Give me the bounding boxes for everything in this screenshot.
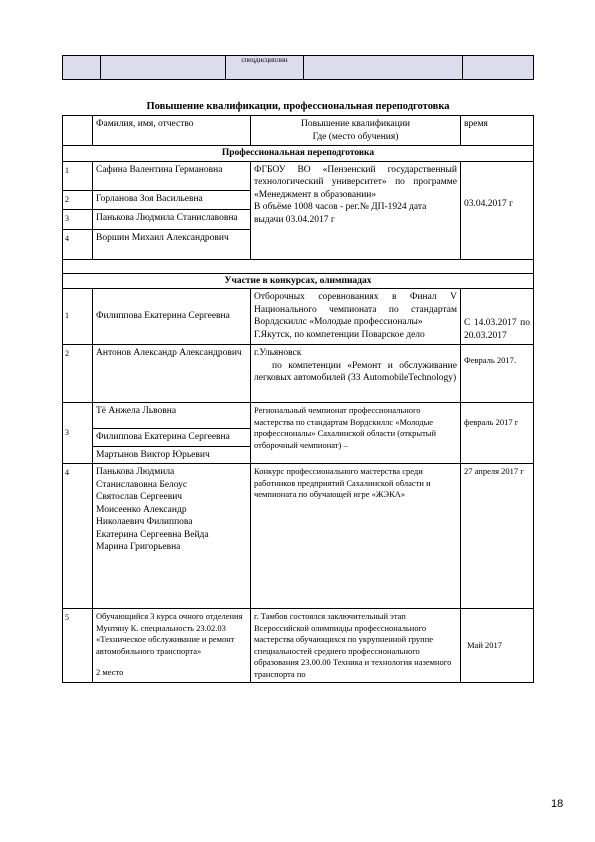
row-time: 03.04.2017 г	[461, 161, 534, 259]
fragment-cell	[463, 56, 534, 80]
page-number: 18	[551, 798, 564, 810]
row-name: Панькова Людмила Станиславовна	[93, 210, 251, 230]
fragment-cell	[304, 56, 463, 80]
row-place: Региональный чемпионат профессионального мастерства по стандартам Вордскиллс «Молодые профессионалы» Сахалинской области (открытый отборочный чемпионат) –	[251, 403, 461, 464]
row-time: февраль 2017 г	[461, 403, 534, 464]
fragment-cell	[101, 56, 226, 80]
section-title: Профессиональная переподготовка	[63, 146, 534, 162]
row-number: 1	[63, 161, 93, 190]
section-title: Участие в конкурсах, олимпиадах	[63, 273, 534, 289]
row-name: Мартынов Виктор Юрьевич	[93, 446, 251, 464]
row-place: г.Ульяновск по компетенции «Ремонт и обслуживание легковых автомобилей (33 AutomobileTechnology)	[251, 345, 461, 403]
row-name: Обучающийся 3 курса очного отделения Мунтяну К. специальность 23.02.03 «Техническое обслуживание и ремонт автомобильного транспорта» 2 место	[93, 609, 251, 683]
table-row	[63, 609, 534, 683]
table-header-row	[63, 116, 534, 146]
previous-table-fragment	[62, 55, 534, 80]
spacer-row	[63, 259, 534, 273]
header-time: время	[461, 116, 534, 146]
header-qualification: Повышение квалификации Где (место обучения)	[251, 116, 461, 146]
row-number: 1	[63, 289, 93, 345]
row-number: 5	[63, 609, 93, 683]
row-number: 3	[63, 403, 93, 464]
row-place: Конкурс профессионального мастерства среди работников предприятий Сахалинской области и чемпионата по обучающей игре «ЖЭКА»	[251, 464, 461, 609]
row-number: 3	[63, 210, 93, 230]
row-number: 4	[63, 229, 93, 259]
fragment-cell-text: спецдисциплин	[226, 56, 304, 80]
table-row	[63, 345, 534, 403]
section-heading: Повышение квалификации, профессиональная переподготовка	[146, 101, 450, 112]
qualification-table	[62, 115, 534, 683]
row-name: Тё Анжела Львовна	[93, 403, 251, 429]
row-place: ФГБОУ ВО «Пензенский государственный технологический университет» по программе «Менеджмент в образовании» В объёме 1008 часов - рег.№ ДП-1924 дата выдачи 03.04.2017 г	[251, 161, 461, 259]
row-name: Воршин Михаил Александрович	[93, 229, 251, 259]
section-title-row	[63, 273, 534, 289]
row-number: 4	[63, 464, 93, 609]
row-name: Панькова Людмила Станиславовна Белоус Святослав Сергеевич Моисеенко Александр Николаевич Филиппова Екатерина Сергеевна Вейда Марина Григорьевна	[93, 464, 251, 609]
row-name: Антонов Александр Александрович	[93, 345, 251, 403]
table-row	[63, 464, 534, 609]
header-name: Фамилия, имя, отчество	[93, 116, 251, 146]
row-name: Сафина Валентина Германовна	[93, 161, 251, 190]
row-time: Февраль 2017.	[461, 345, 534, 403]
row-number: 2	[63, 190, 93, 210]
row-number: 2	[63, 345, 93, 403]
row-place: г. Тамбов состоялся заключительный этап Всероссийской олимпиады профессионального мастерства обучающихся по укрупненной группе специальностей среднего профессионального образования 23.00.00 Техника и технология наземного транспорта по	[251, 609, 461, 683]
table-row	[63, 161, 534, 190]
row-name: Горланова Зоя Васильевна	[93, 190, 251, 210]
row-name: Филиппова Екатерина Сергеевна	[93, 429, 251, 447]
section-title-row	[63, 146, 534, 162]
row-time: С 14.03.2017 по 20.03.2017	[461, 289, 534, 345]
fragment-cell	[63, 56, 101, 80]
header-num	[63, 116, 93, 146]
row-time: 27 апреля 2017 г	[461, 464, 534, 609]
row-place: Отборочных соревнованиях в Финал V Национального чемпионата по стандартам Ворлдскиллс «Молодые профессионалы» Г.Якутск, по компетенции Поварское дело	[251, 289, 461, 345]
table-row	[63, 403, 534, 429]
row-time: Май 2017	[461, 609, 534, 683]
row-name: Филиппова Екатерина Сергеевна	[93, 289, 251, 345]
spacer-cell	[63, 259, 534, 273]
table-row	[63, 289, 534, 345]
